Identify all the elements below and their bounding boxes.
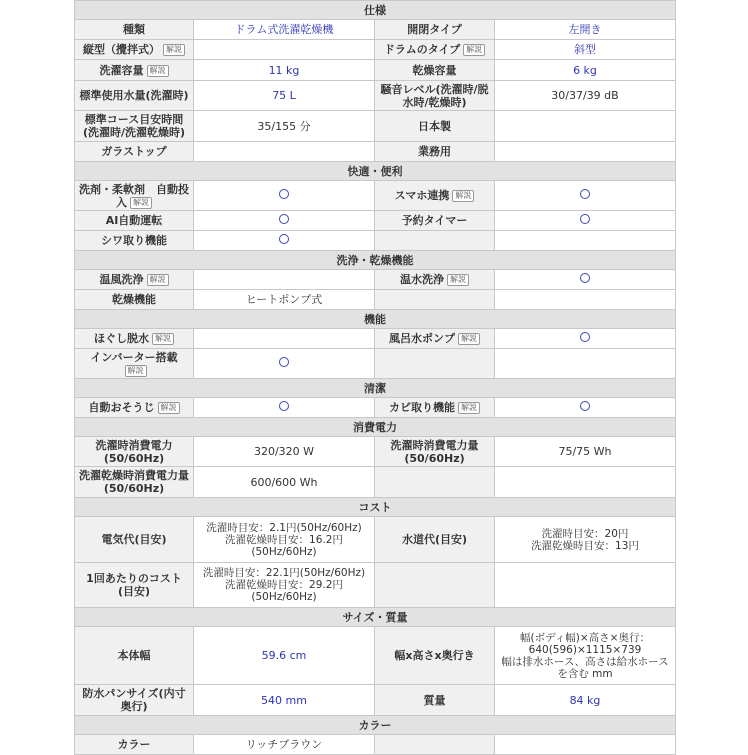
door-label: 開閉タイプ xyxy=(375,20,495,40)
dry-cap-label: 乾燥容量 xyxy=(375,60,495,81)
inverter-help-tag[interactable]: 解説 xyxy=(125,365,147,377)
warm-water-help-tag[interactable]: 解説 xyxy=(447,274,469,286)
circle-mark-icon xyxy=(580,332,590,342)
section-spec: 仕様 xyxy=(75,1,676,20)
detergent-value xyxy=(194,181,375,211)
circle-mark-icon xyxy=(580,214,590,224)
water-label: 標準使用水量(洗濯時) xyxy=(75,81,194,111)
mold-label: カビ取り機能 xyxy=(389,401,455,414)
pan-value: 540 mm xyxy=(194,685,375,716)
dry-energy-label: 洗濯乾燥時消費電力量(50/60Hz) xyxy=(75,467,194,498)
mold-help-tag[interactable]: 解説 xyxy=(458,402,480,414)
section-clean: 清潔 xyxy=(75,379,676,398)
section-size: サイズ・質量 xyxy=(75,608,676,627)
timer-label: 予約タイマー xyxy=(375,211,495,231)
empty-label xyxy=(375,231,495,251)
empty-label xyxy=(375,349,495,379)
wash-cap-value: 11 kg xyxy=(194,60,375,81)
course-value: 35/155 分 xyxy=(194,111,375,142)
course-label: 標準コース目安時間(洗濯時/洗濯乾燥時) xyxy=(75,111,194,142)
vertical-help-tag[interactable]: 解説 xyxy=(163,44,185,56)
loosen-label: ほぐし脱水 xyxy=(94,332,149,345)
wash-energy-value: 75/75 Wh xyxy=(495,437,676,467)
inverter-label-cell xyxy=(75,349,194,379)
smart-label-cell xyxy=(375,181,495,211)
circle-mark-icon xyxy=(279,357,289,367)
width-label: 本体幅 xyxy=(75,627,194,685)
per-use-label: 1回あたりのコスト(目安) xyxy=(75,563,194,608)
type-value: ドラム式洗濯乾燥機 xyxy=(194,20,375,40)
dims-label: 幅x高さx奥行き xyxy=(375,627,495,685)
dry-energy-value: 600/600 Wh xyxy=(194,467,375,498)
empty-value xyxy=(495,563,676,608)
mold-value xyxy=(495,398,676,418)
drum-label: ドラムのタイプ xyxy=(383,43,461,56)
empty-value xyxy=(495,349,676,379)
empty-value xyxy=(495,735,676,755)
wash-cap-label-cell xyxy=(75,60,194,81)
section-wash-dry: 洗浄・乾燥機能 xyxy=(75,251,676,270)
warm-air-label-cell xyxy=(75,270,194,290)
inverter-label: インバーター搭載 xyxy=(90,350,178,364)
warm-water-label-cell xyxy=(375,270,495,290)
smart-value xyxy=(495,181,676,211)
warm-water-value xyxy=(495,270,676,290)
water-value: 75 L xyxy=(194,81,375,111)
japan-value xyxy=(495,111,676,142)
dry-func-label: 乾燥機能 xyxy=(75,290,194,310)
smart-help-tag[interactable]: 解説 xyxy=(452,190,474,202)
drum-label-cell xyxy=(375,40,495,60)
bath-label-cell xyxy=(375,329,495,349)
circle-mark-icon xyxy=(580,273,590,283)
empty-label xyxy=(375,467,495,498)
wash-power-value: 320/320 W xyxy=(194,437,375,467)
detergent-label-cell xyxy=(75,181,194,211)
japan-label: 日本製 xyxy=(375,111,495,142)
noise-label: 騒音レベル(洗濯時/脱水時/乾燥時) xyxy=(375,81,495,111)
per-use-value: 洗濯時目安：22.1円(50Hz/60Hz) 洗濯乾燥時目安：29.2円(50Hz/60Hz) xyxy=(194,563,375,608)
loosen-help-tag[interactable]: 解説 xyxy=(152,333,174,345)
empty-label xyxy=(375,563,495,608)
empty-value xyxy=(495,467,676,498)
loosen-label-cell xyxy=(75,329,194,349)
circle-mark-icon xyxy=(279,401,289,411)
width-value: 59.6 cm xyxy=(194,627,375,685)
water-cost-label: 水道代(目安) xyxy=(375,517,495,563)
warm-air-value xyxy=(194,270,375,290)
detergent-label: 洗剤・柔軟剤 自動投入 xyxy=(79,182,189,209)
circle-mark-icon xyxy=(580,189,590,199)
circle-mark-icon xyxy=(580,401,590,411)
dry-func-value: ヒートポンプ式 xyxy=(194,290,375,310)
glass-label: ガラストップ xyxy=(75,142,194,162)
ai-label: AI自動運転 xyxy=(75,211,194,231)
dims-value: 幅(ボディ幅)×高さ×奥行：640(596)×1115×739 幅は排水ホース、高さは給水ホースを含む mm xyxy=(495,627,676,685)
color-value: リッチブラウン xyxy=(194,735,375,755)
autoclean-label: 自動おそうじ xyxy=(88,401,155,414)
empty-value xyxy=(495,231,676,251)
dry-cap-value: 6 kg xyxy=(495,60,676,81)
detergent-help-tag[interactable]: 解説 xyxy=(130,197,152,209)
wash-power-label: 洗濯時消費電力(50/60Hz) xyxy=(75,437,194,467)
ai-value xyxy=(194,211,375,231)
drum-value: 斜型 xyxy=(495,40,676,60)
wrinkle-value xyxy=(194,231,375,251)
drum-help-tag[interactable]: 解説 xyxy=(463,44,485,56)
warm-water-label: 温水洗浄 xyxy=(400,273,444,286)
vertical-value xyxy=(194,40,375,60)
section-comfort: 快適・便利 xyxy=(75,162,676,181)
bath-help-tag[interactable]: 解説 xyxy=(458,333,480,345)
wrinkle-label: シワ取り機能 xyxy=(75,231,194,251)
autoclean-help-tag[interactable]: 解説 xyxy=(158,402,180,414)
color-label: カラー xyxy=(75,735,194,755)
mass-label: 質量 xyxy=(375,685,495,716)
circle-mark-icon xyxy=(279,214,289,224)
wash-cap-help-tag[interactable]: 解説 xyxy=(147,65,169,77)
circle-mark-icon xyxy=(279,189,289,199)
pan-label: 防水パンサイズ(内寸奥行) xyxy=(75,685,194,716)
circle-mark-icon xyxy=(279,234,289,244)
bath-label: 風呂水ポンプ xyxy=(389,332,455,345)
electric-value: 洗濯時目安：2.1円(50Hz/60Hz) 洗濯乾燥時目安：16.2円(50Hz/60Hz) xyxy=(194,517,375,563)
business-value xyxy=(495,142,676,162)
vertical-label-cell xyxy=(75,40,194,60)
warm-air-help-tag[interactable]: 解説 xyxy=(147,274,169,286)
bath-value xyxy=(495,329,676,349)
vertical-label: 縦型（攪拌式） xyxy=(83,43,160,56)
water-cost-value: 洗濯時目安：20円 洗濯乾燥時目安：13円 xyxy=(495,517,676,563)
autoclean-label-cell xyxy=(75,398,194,418)
section-power: 消費電力 xyxy=(75,418,676,437)
type-label: 種類 xyxy=(75,20,194,40)
section-cost: コスト xyxy=(75,498,676,517)
business-label: 業務用 xyxy=(375,142,495,162)
timer-value xyxy=(495,211,676,231)
mold-label-cell xyxy=(375,398,495,418)
glass-value xyxy=(194,142,375,162)
empty-label xyxy=(375,735,495,755)
wash-energy-label: 洗濯時消費電力量(50/60Hz) xyxy=(375,437,495,467)
electric-label: 電気代(目安) xyxy=(75,517,194,563)
warm-air-label: 温風洗浄 xyxy=(99,273,144,286)
mass-value: 84 kg xyxy=(495,685,676,716)
section-function: 機能 xyxy=(75,310,676,329)
spec-table xyxy=(74,0,676,755)
loosen-value xyxy=(194,329,375,349)
inverter-value xyxy=(194,349,375,379)
autoclean-value xyxy=(194,398,375,418)
empty-label xyxy=(375,290,495,310)
noise-value: 30/37/39 dB xyxy=(495,81,676,111)
section-color: カラー xyxy=(75,716,676,735)
empty-value xyxy=(495,290,676,310)
smart-label: スマホ連携 xyxy=(394,189,450,202)
wash-cap-label: 洗濯容量 xyxy=(99,63,144,77)
door-value: 左開き xyxy=(495,20,676,40)
